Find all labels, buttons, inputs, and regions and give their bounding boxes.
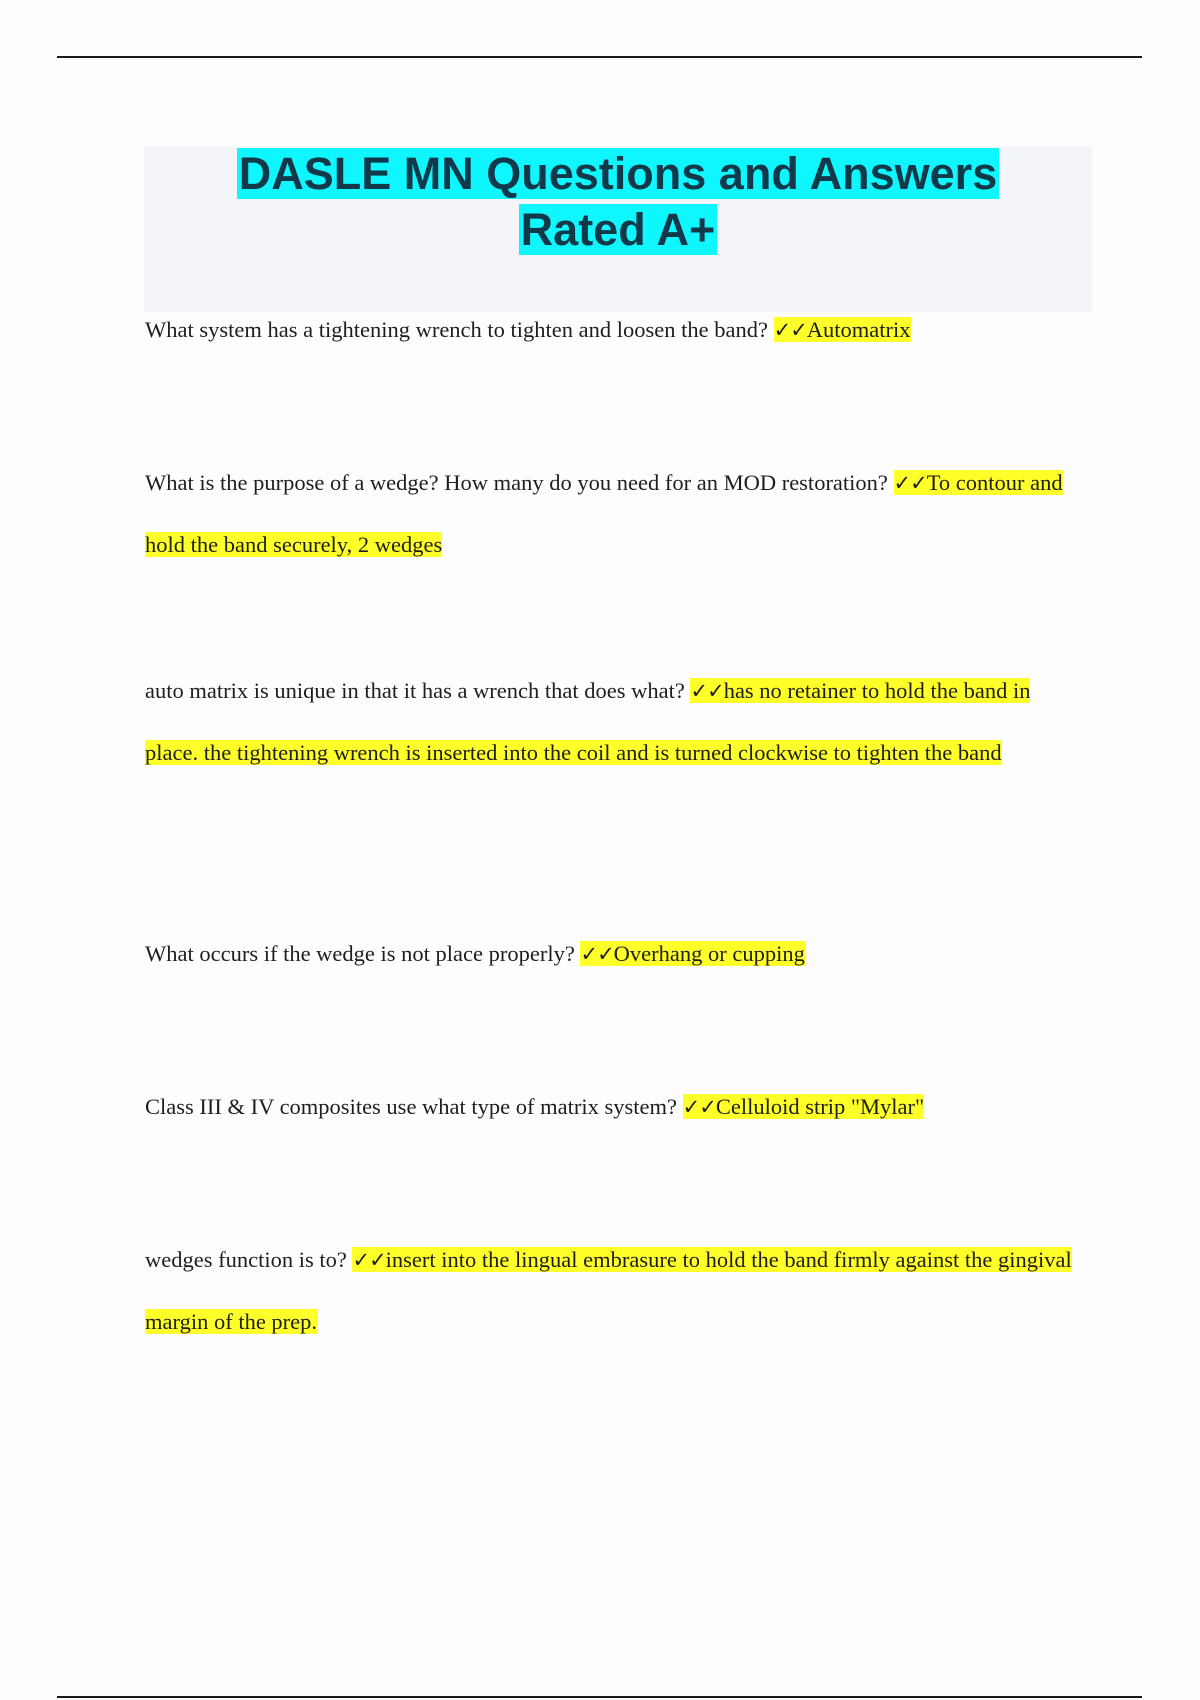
- question-text: wedges function is to?: [145, 1247, 347, 1272]
- checkmark-icon: ✓✓: [773, 318, 807, 342]
- checkmark-icon: ✓✓: [580, 942, 614, 966]
- question-text: Class III & IV composites use what type of matrix system?: [145, 1094, 677, 1119]
- qa-item: [145, 660, 1085, 783]
- answer-text: has no retainer to hold the band in place. the tightening wrench is inserted into the coil and is turned clockwise to tighten the band: [145, 678, 1031, 765]
- qa-item: [145, 299, 1085, 361]
- answer-text: insert into the lingual embrasure to hold the band firmly against the gingival margin of the prep.: [145, 1247, 1072, 1334]
- qa-item: [145, 1229, 1085, 1352]
- qa-item: [145, 1076, 1085, 1138]
- bottom-rule: [57, 1696, 1142, 1698]
- title-line-1: DASLE MN Questions and Answers: [238, 148, 998, 199]
- checkmark-icon: ✓✓: [352, 1248, 386, 1272]
- answer-text: To contour and hold the band securely, 2 wedges: [145, 470, 1063, 557]
- answer-text: Automatrix: [806, 317, 911, 342]
- qa-item: [145, 923, 1085, 985]
- answer-text: Overhang or cupping: [613, 941, 805, 966]
- qa-item: [145, 452, 1085, 575]
- question-text: auto matrix is unique in that it has a wrench that does what?: [145, 678, 685, 703]
- question-text: What is the purpose of a wedge? How many do you need for an MOD restoration?: [145, 470, 888, 495]
- answer-highlight: [580, 941, 804, 966]
- document-title: [144, 146, 1092, 258]
- title-line-2: Rated A+: [520, 204, 716, 255]
- checkmark-icon: ✓✓: [682, 1095, 716, 1119]
- question-text: What occurs if the wedge is not place properly?: [145, 941, 575, 966]
- checkmark-icon: ✓✓: [893, 471, 927, 495]
- question-text: What system has a tightening wrench to tighten and loosen the band?: [145, 317, 768, 342]
- answer-highlight: [683, 1094, 925, 1119]
- checkmark-icon: ✓✓: [690, 679, 724, 703]
- answer-highlight: [774, 317, 911, 342]
- top-rule: [57, 56, 1142, 58]
- answer-text: Celluloid strip "Mylar": [715, 1094, 925, 1119]
